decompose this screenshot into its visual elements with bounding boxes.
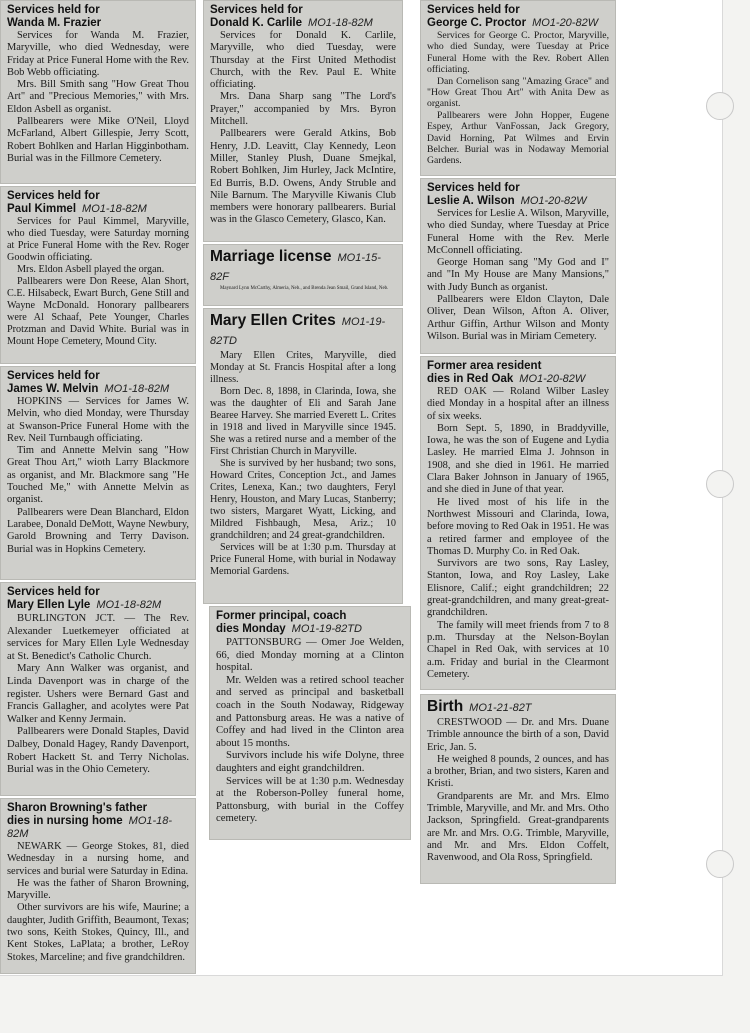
article-paragraph: Pallbearers were John Hopper, Eugene Espey, Arthur VanFossan, Jack Gregory, David Horning, Pat Wilmes and Ervin Belcher. Burial was in Nodaway Memorial Gardens.	[427, 109, 609, 167]
article	[7, 802, 189, 964]
article-paragraph: Pallbearers were Donald Staples, David Dalbey, Donald Hagey, Randy Davenport, Robert Hackett St. and Terry Nicholas. Burial was in the Ohio Cemetery.	[7, 725, 189, 776]
article-paragraph: Maynard Lynn McCarthy, Almeria, Neb., and Brenda Jean Smail, Grand Island, Neb.	[220, 286, 389, 291]
article-heading-text: Services held for	[7, 370, 100, 382]
clipping-birth	[420, 694, 616, 884]
article	[427, 698, 609, 865]
article-paragraph: PATTONSBURG — Omer Joe Welden, 66, died Monday morning at a Clinton hospital.	[216, 636, 404, 674]
article-heading	[210, 248, 396, 286]
clipping-donald-carlile	[203, 0, 403, 242]
article-paragraph: Services for Leslie A. Wilson, Maryville, who died Sunday, where Tuesday at Price Funeral Home with the Rev. Merle McConnell officiating.	[427, 208, 609, 256]
article	[210, 248, 396, 292]
clipping-mary-ellen-crites	[203, 308, 403, 604]
article-subheading-text: Leslie A. Wilson	[427, 195, 515, 207]
article	[210, 4, 396, 227]
article-paragraph: Services for George C. Proctor, Maryville, who died Sunday, were Tuesday at Price Funeral Home with the Rev. Robert Allen officiating.	[427, 30, 609, 76]
article-paragraph: HOPKINS — Services for James W. Melvin, who died Monday, were Thursday at Swanson-Price Funeral Home with the Rev. Neil Turnbaugh officiating.	[7, 396, 189, 444]
article-paragraph: He weighed 8 pounds, 2 ounces, and has a brother, Brian, and two sisters, Karen and Kristi.	[427, 753, 609, 790]
article-paragraph: Other survivors are his wife, Maurine; a daughter, Judith Griffith, Beaumont, Texas; two sons, Keith Stokes, Quincy, Ill., and Kent Stokes, LaPlata; a brother, LeRoy Stokes, Marceline; and five grandchildren.	[7, 902, 189, 963]
article-paragraph: RED OAK — Roland Wilber Lasley died Monday in a hospital after an illness of six weeks.	[427, 386, 609, 422]
article	[7, 586, 189, 776]
handwritten-note: MO1-20-82W	[532, 17, 599, 29]
article-paragraph: NEWARK — George Stokes, 81, died Wednesday in a nursing home, and services and burial were Saturday in Edina.	[7, 841, 189, 877]
article-paragraph: BURLINGTON JCT. — The Rev. Alexander Luetkemeyer officiated at services for Mary Ellen Lyle Wednesday at St. Benedict's Catholic Church.	[7, 612, 189, 662]
article-subheading	[7, 203, 189, 216]
article-subheading	[216, 623, 404, 636]
clipping-sharon-browning-father	[0, 798, 196, 974]
article-paragraph: Mrs. Eldon Asbell played the organ.	[17, 264, 165, 275]
article-heading	[7, 802, 189, 815]
handwritten-note: MO1-18-82M	[104, 383, 170, 395]
handwritten-note: MO1-20-82W	[519, 373, 586, 385]
article	[210, 312, 396, 578]
handwritten-note: MO1-18-82M	[96, 599, 162, 611]
clipping-leslie-wilson	[420, 178, 616, 354]
article-subheading-text: dies in nursing home	[7, 815, 123, 827]
article-paragraph: Services for Donald K. Carlile, Maryville, who died Tuesday, were Thursday at the First United Methodist Church, with the Rev. Paul E. White officiating.	[210, 30, 396, 91]
article-heading	[216, 610, 404, 623]
article-paragraph: Mrs. Dana Sharp sang "The Lord's Prayer," accompanied by Mrs. Byron Mitchell.	[210, 91, 396, 128]
article-subheading-text: George C. Proctor	[427, 17, 527, 29]
punch-hole	[706, 92, 734, 120]
article-subheading	[7, 815, 189, 841]
article-subheading-text: Mary Ellen Lyle	[7, 599, 91, 611]
article-subheading-text: Donald K. Carlile	[210, 17, 303, 29]
article-paragraph: Pallbearers were Mike O'Neil, Lloyd McFarland, Albert Gillespie, Jerry Scott, Robert Bohlken and Harlan Higginbotham. Burial was in the Fillmore Cemetery.	[7, 116, 189, 164]
article	[427, 360, 609, 681]
article-heading	[210, 4, 396, 17]
article	[216, 610, 404, 825]
article-paragraph: Pallbearers were Gerald Atkins, Bob Henry, J.D. Leavitt, Clay Kennedy, Leon Miller, Stanley Plush, Duane Smejkal, Robert Bohlken, Jim Hurley, Jack McIntire, Ed Burris, B.D. Owens, Andy Struble and Nile Barnum. The Maryville Kiwanis Club members were honorary pallbearers. Burial was in the Glasco Cemetery, Glasco, Kan.	[210, 128, 396, 226]
article-paragraph: Mary Ellen Crites, Maryville, died Monday at St. Francis Hospital after a long illness.	[210, 350, 396, 385]
article-subheading-text: Paul Kimmel	[7, 203, 77, 215]
clipping-wanda-frazier	[0, 0, 196, 184]
article-heading-text: Services held for	[427, 4, 520, 16]
punch-hole	[706, 850, 734, 878]
handwritten-note: MO1-18-82M	[82, 203, 147, 215]
article-paragraph: Survivors include his wife Dolyne, three daughters and eight grandchildren.	[216, 749, 404, 774]
article	[7, 370, 189, 556]
article-heading	[7, 190, 189, 203]
article-paragraph: Pallbearers were Dean Blanchard, Eldon Larabee, Donald DeMott, Wayne Newbury, Garold Browning and Terry Davison. Burial was in Hopkins Cemetery.	[7, 506, 189, 555]
article-subheading	[7, 383, 189, 396]
article-subheading-text: dies in Red Oak	[427, 373, 514, 385]
article-paragraph: CRESTWOOD — Dr. and Mrs. Duane Trimble announce the birth of a son, David Eric, Jan. 5.	[427, 717, 609, 753]
article-subheading	[427, 195, 609, 208]
handwritten-note: MO1-20-82W	[520, 195, 587, 207]
article-heading	[7, 370, 189, 383]
article-heading-text: Sharon Browning's father	[7, 802, 148, 814]
article-heading-text: Former principal, coach	[216, 610, 347, 622]
clipping-former-principal	[209, 606, 411, 840]
article-paragraph: Mrs. Bill Smith sang "How Great Thou Art" and "Precious Memories," with Mrs. Eldon Asbell as organist.	[7, 79, 189, 115]
article-heading-text: Marriage license	[210, 248, 332, 265]
clipping-george-proctor	[420, 0, 616, 176]
article-paragraph: Survivors are two sons, Ray Lasley, Stanton, Iowa, and Roy Lasley, Lake Elisnore, Calif.; eight grandchildren; 22 great-grandchildren, and many great-great-grandchildren.	[427, 558, 609, 619]
clipping-former-area-resident	[420, 356, 616, 690]
punch-hole	[706, 470, 734, 498]
article	[427, 182, 609, 343]
article-heading	[427, 4, 609, 17]
clipping-james-melvin	[0, 366, 196, 580]
article-heading-text: Services held for	[427, 182, 520, 194]
handwritten-note: MO1-18-82M	[7, 815, 173, 840]
article-paragraph: She is survived by her husband; two sons, Howard Crites, Conception Jct., and James Crites, Lenexa, Kan.; two daughters, Feryl Henry, Houston, and Mary Lucas, Stanberry; two sisters, Margaret Wyatt, Licking, and Mildred Fishbaugh, Mesa, Ariz.; 10 grandchildren; and 24 great-grandchildren.	[210, 458, 396, 541]
article-paragraph: He lived most of his life in the Northwest Missouri and Clarinda, Iowa, before moving to Red Oak in 1951. He was a retired farmer and employee of the Thomas D. Murphy Co. in Red Oak.	[427, 496, 609, 557]
article-paragraph: Pallbearers were Eldon Clayton, Dale Oliver, Dean Wilson, Afton A. Oliver, Arthur Giffin, Arthur Wilson and Monty Wilson. Burial was in Miriam Cemetery.	[427, 294, 609, 342]
clipping-marriage-license	[203, 244, 403, 306]
clipping-mary-ellen-lyle	[0, 582, 196, 796]
article-heading	[7, 586, 189, 599]
article-heading	[427, 360, 609, 373]
article	[7, 4, 189, 165]
handwritten-note: MO1-15-82F	[210, 252, 381, 283]
article-paragraph: Grandparents are Mr. and Mrs. Elmo Trimble, Maryville, and Mr. and Mrs. Otho Jackson, Springfield. Great-grandparents are Mr. and Mrs. O.G. Trimble, Maryville, and Mr. and Mrs. Eldon Coffelt, Ravenwood, and Ola Ross, Springfield.	[427, 790, 609, 864]
article-heading-text: Former area resident	[427, 360, 542, 372]
article-subheading	[210, 17, 396, 30]
article-heading	[427, 182, 609, 195]
handwritten-note: MO1-21-82T	[469, 702, 532, 714]
article-paragraph: Mary Ann Walker was organist, and Linda Davenport was in charge of the register. Ushers were Bernard Gast and Francis Gallagher, and acolytes were Pat Walker and Kenny Jermain.	[7, 662, 189, 725]
article-subheading	[427, 17, 609, 30]
article-paragraph: Pallbearers were Don Reese, Alan Short, C.E. Hilsabeck, Ewart Burch, Gene Still and Wayne McDonald. Honorary pallbearers were Al Schaaf, Pete Younger, Charles Protzman and David White. Burial was in Mount Hope Cemetery, Mound City.	[7, 276, 189, 347]
handwritten-note: MO1-18-82M	[308, 17, 373, 29]
article-paragraph: Services for Paul Kimmel, Maryville, who died Tuesday, were Saturday morning at Price Funeral Home with the Rev. Roger Goodwin officiating.	[7, 216, 189, 263]
article-heading	[210, 312, 396, 350]
article-heading-text: Services held for	[210, 4, 303, 16]
article-subheading	[7, 599, 189, 612]
article-paragraph: George Homan sang "My God and I" and "In My House are Many Mansions," with Judy Bunch as organist.	[427, 257, 609, 293]
article-paragraph: Services will be at 1:30 p.m. Thursday at Price Funeral Home, with burial in Nodaway Memorial Gardens.	[210, 542, 396, 577]
article-subheading-text: James W. Melvin	[7, 383, 99, 395]
article-paragraph: Mr. Welden was a retired school teacher and served as principal and basketball coach in the South Nodaway, Ridgeway and Pattonsburg areas. He was a native of Coffey and had lived in the Clinton area about 15 months.	[216, 673, 404, 749]
article-paragraph: The family will meet friends from 7 to 8 p.m. Thursday at the Nelson-Boylan Chapel in Red Oak, with services at 10 a.m. Friday and burial in the Clearmont Cemetery.	[427, 619, 609, 680]
handwritten-note: MO1-19-82TD	[291, 623, 362, 635]
article-paragraph: Dan Cornelison sang "Amazing Grace" and "How Great Thou Art" with Anita Dew as organist.	[427, 75, 609, 110]
article	[7, 190, 189, 348]
article-subheading-text: Wanda M. Frazier	[7, 17, 102, 29]
article-paragraph: Born Sept. 5, 1890, in Braddyville, Iowa, he was the son of Eugene and Lydia Lasley. He married Elma J. Johnson in 1908, and she died in 1961. He married Clara Baker Johnson in January of 1965, and she died in June of that year.	[427, 422, 609, 496]
article-subheading-text: dies Monday	[216, 623, 286, 635]
article-subheading	[7, 17, 189, 30]
article-heading-text: Services held for	[7, 190, 100, 202]
article-heading	[427, 698, 609, 717]
article-paragraph: He was the father of Sharon Browning, Maryville.	[7, 877, 189, 902]
article-paragraph: Services will be at 1:30 p.m. Wednesday at the Roberson-Polley funeral home, Pattonsburg, with burial in the Coffey cemetery.	[216, 774, 404, 825]
article-heading-text: Birth	[427, 698, 464, 715]
article-heading-text: Services held for	[7, 586, 100, 598]
article	[427, 4, 609, 167]
article-paragraph: Tim and Annette Melvin sang "How Great Thou Art," wioth Larry Blackmore as organist, and Mr. Blackmore sang "He Touched Me," with Annette Melvin as organist.	[7, 445, 189, 506]
handwritten-note: MO1-19-82TD	[210, 316, 386, 347]
clipping-paul-kimmel	[0, 186, 196, 364]
article-subheading	[427, 373, 609, 386]
article-heading-text: Mary Ellen Crites	[210, 312, 336, 329]
article-heading	[7, 4, 189, 17]
article-paragraph: Born Dec. 8, 1898, in Clarinda, Iowa, she was the daughter of Eli and Sarah Jane Bearee Harvey. She married Everett L. Crites in 1918 and lived in Maryville since 1945. She was a retired nurse and a member of the First Christian Church in Maryville.	[210, 386, 396, 457]
article-paragraph: Services for Wanda M. Frazier, Maryville, who died Wednesday, were Friday at Price Funeral Home with the Rev. Bob Webb officiating.	[7, 30, 189, 78]
article-heading-text: Services held for	[7, 4, 100, 16]
